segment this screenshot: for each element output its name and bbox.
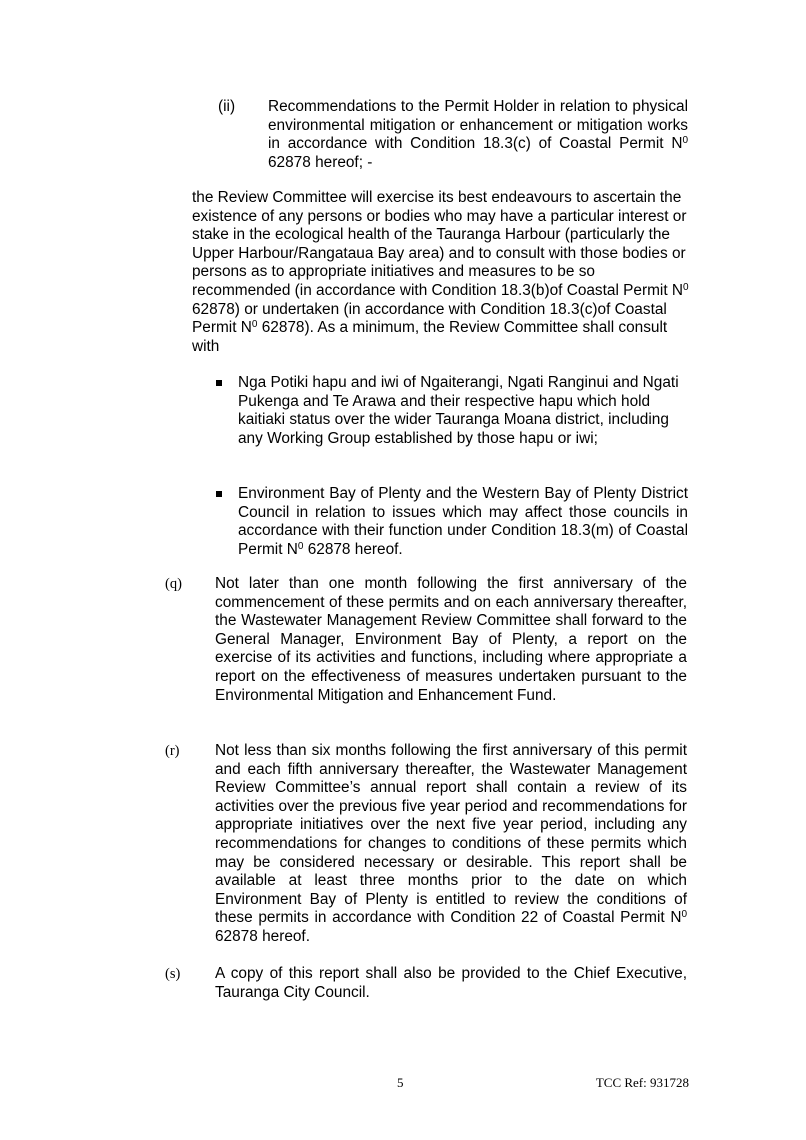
- bullet-square-icon: [216, 380, 222, 386]
- bullet-square-icon: [216, 491, 222, 497]
- item-label: (s): [165, 966, 181, 982]
- page-number: 5: [397, 1075, 404, 1090]
- main-paragraph: the Review Committee will exercise its best endeavours to ascertain the existence of any persons or bodies who may have a particular interest or stake in the ecological health of the Tauranga Harbour (particularly the Upper Harbour/Rangataua Bay area) and to consult with those bodies or persons as to appropriate initiatives and measures to be so recommended (in accordance with Condition 18.3(b)of Coastal Permit $N^0$ 62878) or undertaken (in accordance with Condition 18.3(c)of Coastal Permit $N^0$ 62878). As a minimum, the Review Committee shall consult with: [192, 189, 689, 355]
- item-label: (q): [165, 576, 182, 592]
- bullet-text: Nga Potiki hapu and iwi of Ngaiterangi, Ngati Ranginui and Ngati Pukenga and Te Arawa and their respective hapu which hold kaitiaki status over the wider Tauranga Moana district, including any Working Group established by those hapu or iwi;: [238, 374, 679, 447]
- sub-item-text: Recommendations to the Permit Holder in relation to physical environmental mitigation or enhancement or mitigation works in accordance with Condition 18.3(c) of Coastal Permit $N^0$ 62878 hereof; -: [268, 98, 688, 171]
- item-s: [165, 965, 687, 1002]
- bullet-item-environment-bop: [216, 485, 688, 559]
- item-label: (r): [165, 743, 180, 759]
- sub-item-label: (ii): [218, 98, 236, 115]
- item-r: [165, 742, 687, 947]
- bullet-text: Environment Bay of Plenty and the Western Bay of Plenty District Council in relation to issues which may affect those councils in accordance with their function under Condition 18.3(m) of Coastal Permit $N^0$ 62878 hereof.: [238, 485, 688, 558]
- bullet-item-nga-potiki: [216, 374, 688, 448]
- reference-number: TCC Ref: 931728: [595, 1075, 689, 1090]
- item-text: A copy of this report shall also be provided to the Chief Executive, Tauranga City Council.: [215, 965, 687, 1001]
- item-q: [165, 575, 687, 705]
- item-text: Not later than one month following the first anniversary of the commencement of these permits and on each anniversary thereafter, the Wastewater Management Review Committee shall forward to the General Manager, Environment Bay of Plenty, a report on the exercise of its activities and functions, including where appropriate a report on the effectiveness of measures undertaken pursuant to the Environmental Mitigation and Enhancement Fund.: [215, 575, 687, 704]
- item-text: Not less than six months following the first anniversary of this permit and each fifth anniversary thereafter, the Wastewater Management Review Committee’s annual report shall contain a review of its activities over the previous five year period and recommendations for appropriate initiatives over the next five year period, including any recommendations for changes to conditions of these permits which may be considered necessary or desirable. This report shall be available at least three months prior to the date on which Environment Bay of Plenty is entitled to review the conditions of these permits in accordance with Condition 22 of Coastal Permit $N^0$ 62878 hereof.: [215, 742, 687, 945]
- sub-item-ii: [218, 98, 688, 172]
